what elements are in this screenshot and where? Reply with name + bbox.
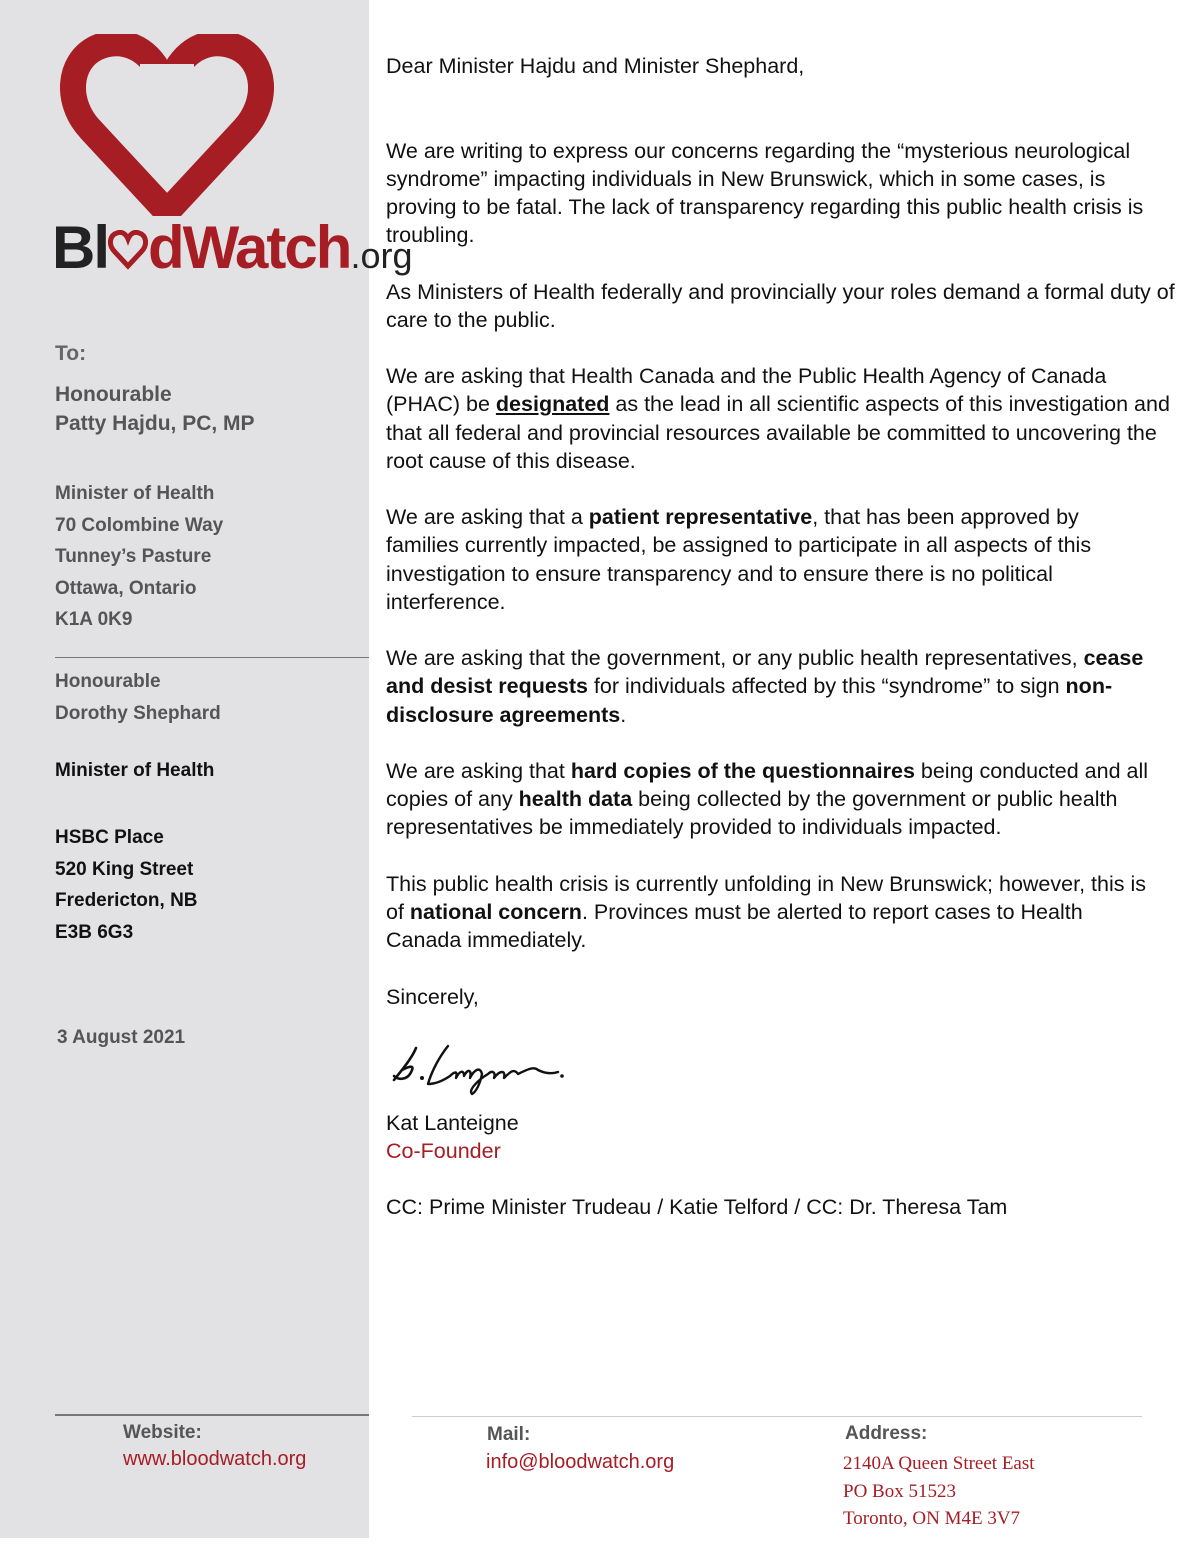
recipient2-title: Honourable (55, 671, 161, 692)
paragraph-6 (386, 757, 1161, 842)
p5-text: for individuals affected by this “syndrome” to sign (587, 674, 1066, 699)
brand-text-part1: Bl (52, 214, 108, 281)
address2-line: HSBC Place (55, 827, 164, 848)
p7-emphasis: national concern (409, 899, 582, 924)
paragraph-7 (386, 870, 1161, 955)
address-label: Address: (845, 1423, 928, 1444)
address1-line: Tunney’s Pasture (55, 546, 212, 567)
signature-image (388, 1040, 566, 1096)
brand-text-part3: .org (350, 235, 413, 276)
footer-address-line: 2140A Queen Street East (843, 1453, 1035, 1474)
p6-text: being collected by the government or public health representatives be immediately provided to individuals impacted. (386, 787, 1118, 840)
p6-text: We are asking that (386, 758, 571, 783)
address2-line: Fredericton, NB (55, 890, 198, 911)
recipient2-block (55, 666, 221, 729)
p5-text: We are asking that the government, or any public health representatives, (386, 646, 1084, 671)
sidebar-panel (0, 0, 413, 1538)
recipient2-address (55, 822, 198, 948)
cc-line: CC: Prime Minister Trudeau / Katie Telford / CC: Dr. Theresa Tam (386, 1195, 1008, 1220)
p5-emphasis: non-disclosure agreements (386, 674, 1113, 727)
letter-date: 3 August 2021 (57, 1027, 186, 1048)
paragraph-1: We are writing to express our concerns regarding the “mysterious neurological syndrome” impacting individuals in New Brunswick, which in some cases, is proving to be fatal. The lack of transparency regarding this public health crisis is troubling. (386, 138, 1144, 248)
closing: Sincerely, (386, 984, 479, 1009)
address1-line: K1A 0K9 (55, 609, 133, 630)
p6-emphasis: health data (518, 787, 633, 812)
p5-text: . (620, 702, 627, 727)
p6-text: being conducted and all copies of any (386, 758, 1149, 812)
p3-text: as the lead in all scientific aspects of this investigation and that all federal and provincial resources available be committed to uncovering the root cause of this disease. (386, 392, 1170, 473)
salutation: Dear Minister Hajdu and Minister Shephard, (386, 54, 805, 78)
address1-line: Ottawa, Ontario (55, 577, 197, 599)
signer-name: Kat Lanteigne (386, 1110, 519, 1135)
footer-address-line: PO Box 51523 (843, 1480, 956, 1502)
recipient-divider (55, 657, 369, 658)
p4-text: We are asking that a (386, 505, 589, 530)
recipient1-block (55, 380, 255, 438)
mail-link[interactable]: info@bloodwatch.org (486, 1451, 675, 1473)
heart-logo-icon (60, 34, 274, 216)
signer-title: Co-Founder (386, 1138, 501, 1163)
p4-emphasis: patient representative (588, 505, 813, 530)
footer-divider-right (412, 1416, 1142, 1417)
brand-wordmark (52, 213, 412, 282)
paragraph-3 (386, 362, 1181, 475)
p7-text: This public health crisis is currently unfolding in New Brunswick; however, this is of (386, 871, 1146, 924)
website-label: Website: (123, 1422, 202, 1443)
recipient2-role: Minister of Health (55, 760, 215, 781)
paragraph-4 (386, 503, 1156, 616)
address1-line: Minister of Health (55, 483, 215, 504)
footer-divider-left (55, 1414, 369, 1416)
mail-label: Mail: (487, 1424, 531, 1445)
recipient1-name: Patty Hajdu, PC, MP (55, 412, 255, 435)
p7-text: . Provinces must be alerted to report cases to Health Canada immediately. (386, 899, 1083, 953)
p3-text: We are asking that Health Canada and the Public Health Agency of Canada (PHAC) be (386, 364, 1107, 417)
recipient1-title: Honourable (55, 383, 172, 406)
paragraph-5 (386, 644, 1176, 729)
p4-text: , that has been approved by families currently impacted, be assigned to participate in all aspects of this investigation to ensure transparency and to ensure there is no political interference. (386, 505, 1092, 614)
p3-emphasis: designated (495, 392, 610, 417)
address2-line: E3B 6G3 (55, 921, 134, 943)
to-label: To: (55, 342, 87, 365)
recipient1-address (55, 478, 223, 636)
p5-emphasis: cease and desist requests (386, 646, 1144, 699)
website-link[interactable]: www.bloodwatch.org (123, 1448, 307, 1470)
recipient2-name: Dorothy Shephard (55, 702, 221, 724)
small-heart-icon (108, 230, 148, 270)
brand-text-part2: dWatch (148, 214, 351, 281)
address2-line: 520 King Street (55, 858, 194, 880)
p6-emphasis: hard copies of the questionnaires (570, 758, 915, 783)
footer-address (843, 1450, 1035, 1533)
paragraph-2: As Ministers of Health federally and provincially your roles demand a formal duty of care to the public. (386, 279, 1175, 332)
address1-line: 70 Colombine Way (55, 514, 224, 536)
footer-address-line: Toronto, ON M4E 3V7 (843, 1508, 1021, 1529)
